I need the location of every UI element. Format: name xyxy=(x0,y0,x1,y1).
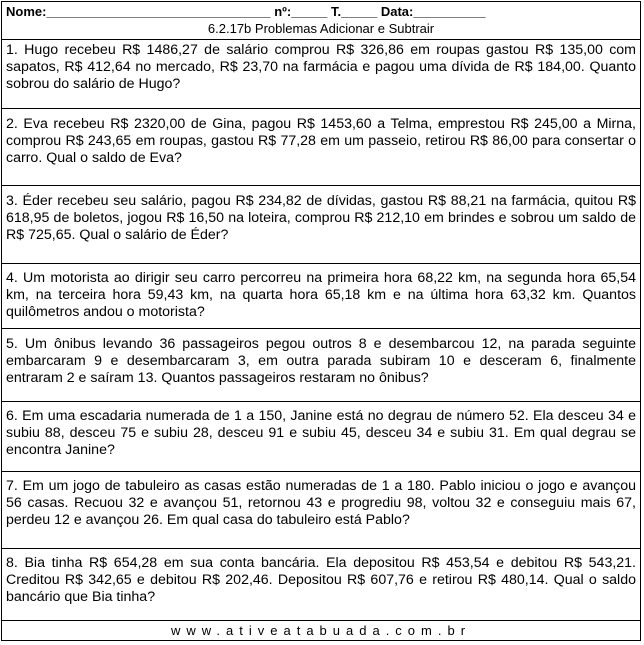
problem-3: 3. Éder recebeu seu salário, pagou R$ 234,82 de dívidas, gastou R$ 88,21 na farmácia, quitou R$ 618,95 de boletos, jogou R$ 16,50 na loteira, comprou R$ 212,10 em brindes e sobrou um saldo de R$ 725,65. Qual o salário de Éder? xyxy=(2,186,640,264)
worksheet-header xyxy=(2,2,640,40)
website-footer: www.ativeatabuada.com.br xyxy=(170,623,472,638)
problem-8: 8. Bia tinha R$ 654,28 em sua conta bancária. Ela depositou R$ 453,54 e debitou R$ 543,21. Creditou R$ 342,65 e debitou R$ 202,46. Depositou R$ 607,76 e retirou R$ 480,14. Qual o saldo bancário que Bia tinha? xyxy=(2,549,640,621)
problem-2: 2. Eva recebeu R$ 2320,00 de Gina, pagou R$ 1453,60 a Telma, emprestou R$ 245,00 a Mirna, comprou R$ 243,65 em roupas, gastou R$ 77,28 em um passeio, retirou R$ 86,00 para consertar o carro. Qual o saldo de Eva? xyxy=(2,109,640,186)
problem-6: 6. Em uma escadaria numerada de 1 a 150, Janine está no degrau de número 52. Ela desceu 34 e subiu 88, desceu 75 e subiu 28, desceu 91 e subiu 45, desceu 34 e subiu 31. Em qual degrau se encontra Janine? xyxy=(2,402,640,472)
problem-4: 4. Um motorista ao dirigir seu carro percorreu na primeira hora 68,22 km, na segunda hora 65,54 km, na terceira hora 59,43 km, na quarta hora 65,18 km e na última hora 63,32 km. Quantos quilômetros andou o motorista? xyxy=(2,264,640,329)
problem-1: 1. Hugo recebeu R$ 1486,27 de salário comprou R$ 326,86 em roupas gastou R$ 135,00 com sapatos, R$ 412,64 no mercado, R$ 23,70 na farmácia e pagou uma dívida de R$ 184,00. Quanto sobrou do salário de Hugo? xyxy=(2,40,640,109)
problem-5-box xyxy=(2,329,640,402)
worksheet-title: 6.2.17b Problemas Adicionar e Subtrair xyxy=(207,21,435,36)
worksheet xyxy=(1,1,641,641)
problem-7: 7. Em um jogo de tabuleiro as casas estão numeradas de 1 a 180. Pablo iniciou o jogo e avançou 56 casas. Recuou 32 e avançou 51, retornou 43 e progrediu 98, voltou 32 e conseguiu mais 67, perdeu 12 e avançou 26. Em qual casa do tabuleiro está Pablo? xyxy=(2,472,640,549)
problem-5: 5. Um ônibus levando 36 passageiros pegou outros 8 e desembarcou 12, na parada seguinte embarcaram 9 e desembarcaram 3, em outra parada subiram 10 e desceram 6, finalmente entraram 2 e saíram 13. Quantos passageiros restaram no ônibus? xyxy=(6,336,636,386)
student-info-fields: Nome:_______________________________ nº:_____ T._____ Data:__________ xyxy=(6,4,486,19)
